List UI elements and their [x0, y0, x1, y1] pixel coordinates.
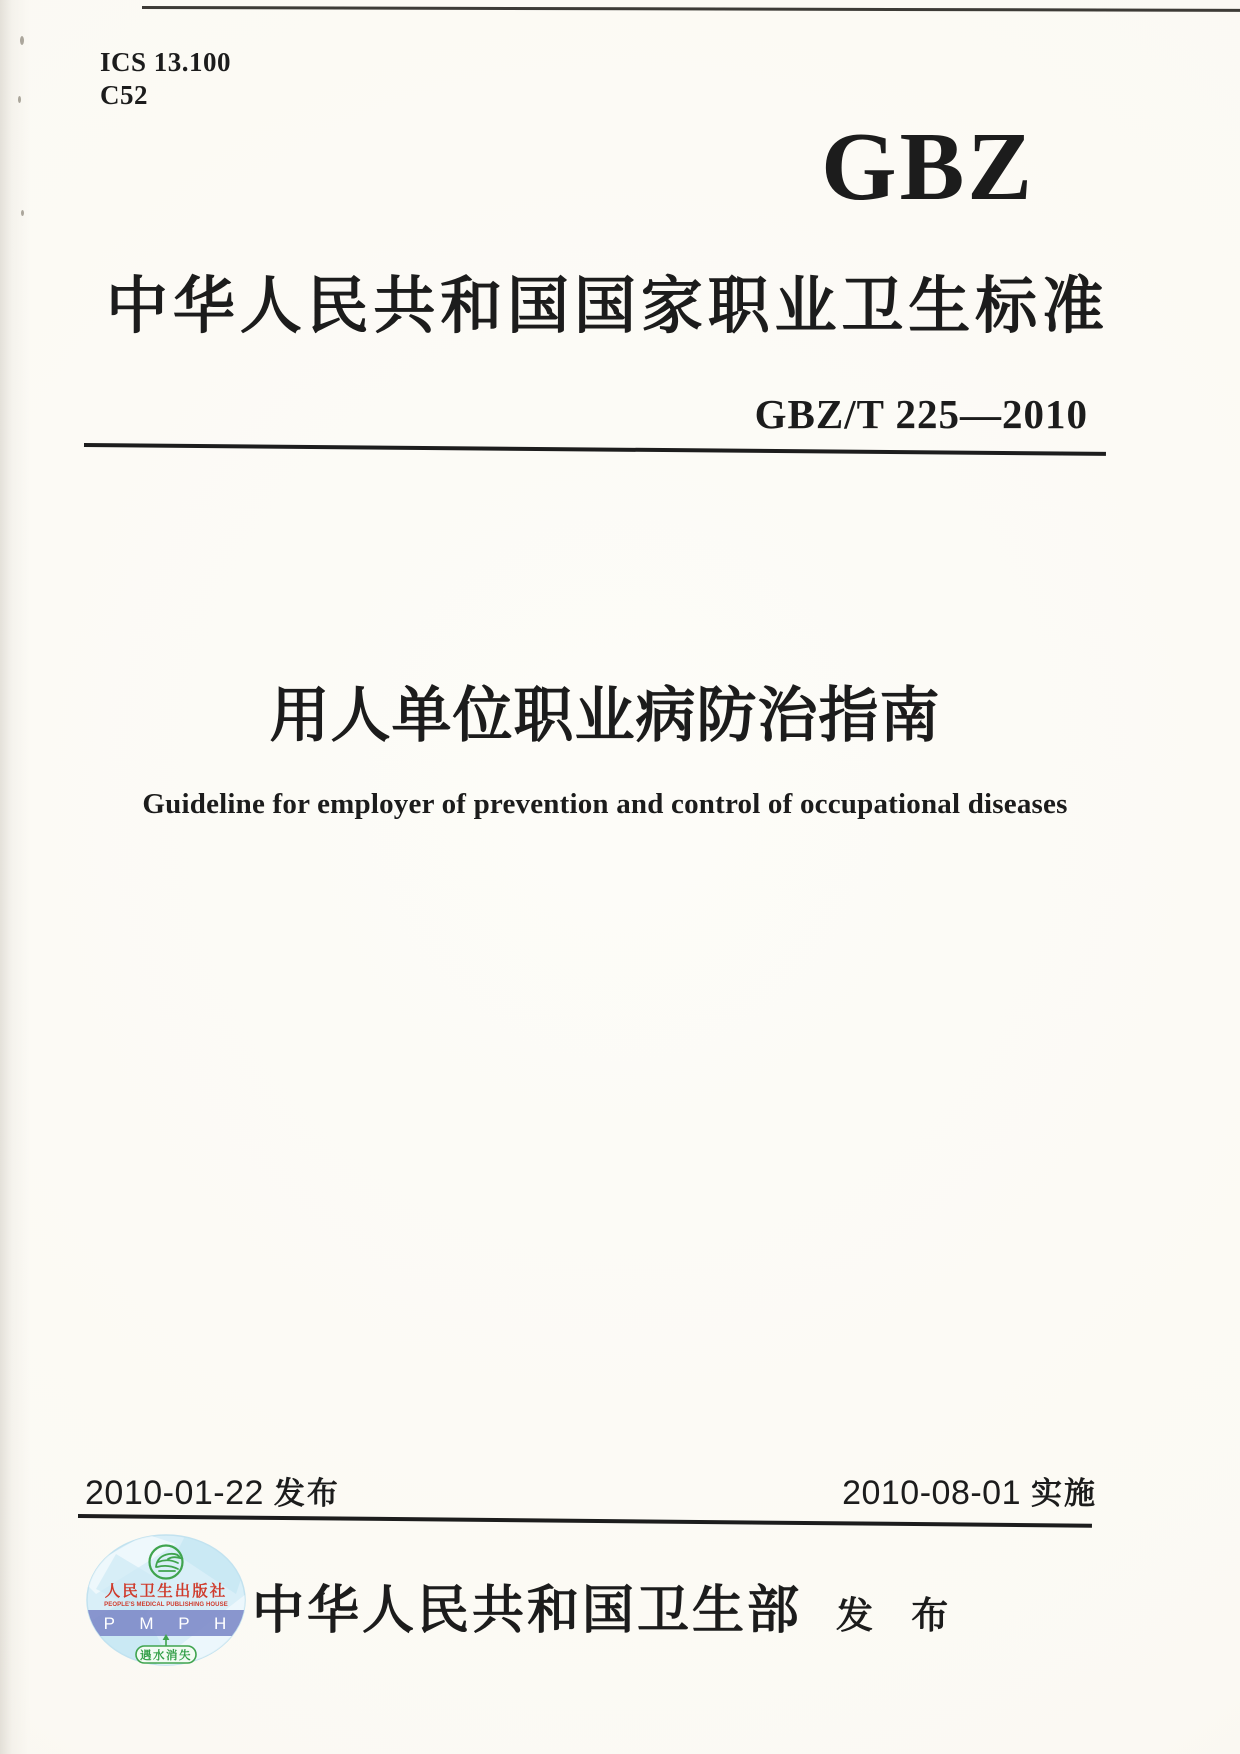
- issuer-action: 发 布: [836, 1595, 963, 1636]
- badge-watermark-note: 遇水消失: [140, 1650, 192, 1662]
- implementation-date: 2010-08-01: [842, 1474, 1021, 1512]
- scan-left-edge-shadow: [0, 0, 30, 1754]
- publisher-name-cn: 人民卫生出版社: [104, 1583, 228, 1600]
- document-title-en: Guideline for employer of prevention and control of occupational diseases: [142, 788, 1068, 820]
- standard-number: GBZ/T 225—2010: [754, 391, 1088, 437]
- header-rule: [84, 443, 1106, 456]
- scan-speck: [21, 210, 24, 216]
- publisher-abbr: P M P H: [103, 1614, 237, 1633]
- dates-row: [85, 1468, 1097, 1513]
- issuer-line: [252, 1568, 962, 1643]
- scan-speck: [18, 96, 21, 103]
- issue-date: 2010-01-22: [85, 1474, 264, 1512]
- document-title-cn: 用人单位职业病防治指南: [269, 682, 941, 749]
- issue-label: 发布: [273, 1476, 340, 1511]
- category-code: C52: [100, 79, 148, 110]
- issuer-name: 中华人民共和国卫生部: [252, 1583, 803, 1640]
- publisher-row: [86, 1532, 1146, 1672]
- pmph-publisher-logo: [86, 1534, 246, 1668]
- ics-code: ICS 13.100: [100, 47, 232, 77]
- issue-date-group: [85, 1468, 340, 1513]
- ics-block: [100, 46, 231, 112]
- publisher-name-en: PEOPLE'S MEDICAL PUBLISHING HOUSE: [104, 1602, 228, 1608]
- standard-name-heading: 中华人民共和国国家职业卫生标准: [106, 273, 1108, 341]
- standard-system-mark: GBZ: [821, 113, 1035, 220]
- implementation-date-group: [842, 1468, 1097, 1513]
- scan-speck: [20, 36, 24, 45]
- footer-rule: [78, 1514, 1092, 1528]
- scan-top-edge-line: [142, 6, 1240, 12]
- implementation-label: 实施: [1031, 1476, 1097, 1511]
